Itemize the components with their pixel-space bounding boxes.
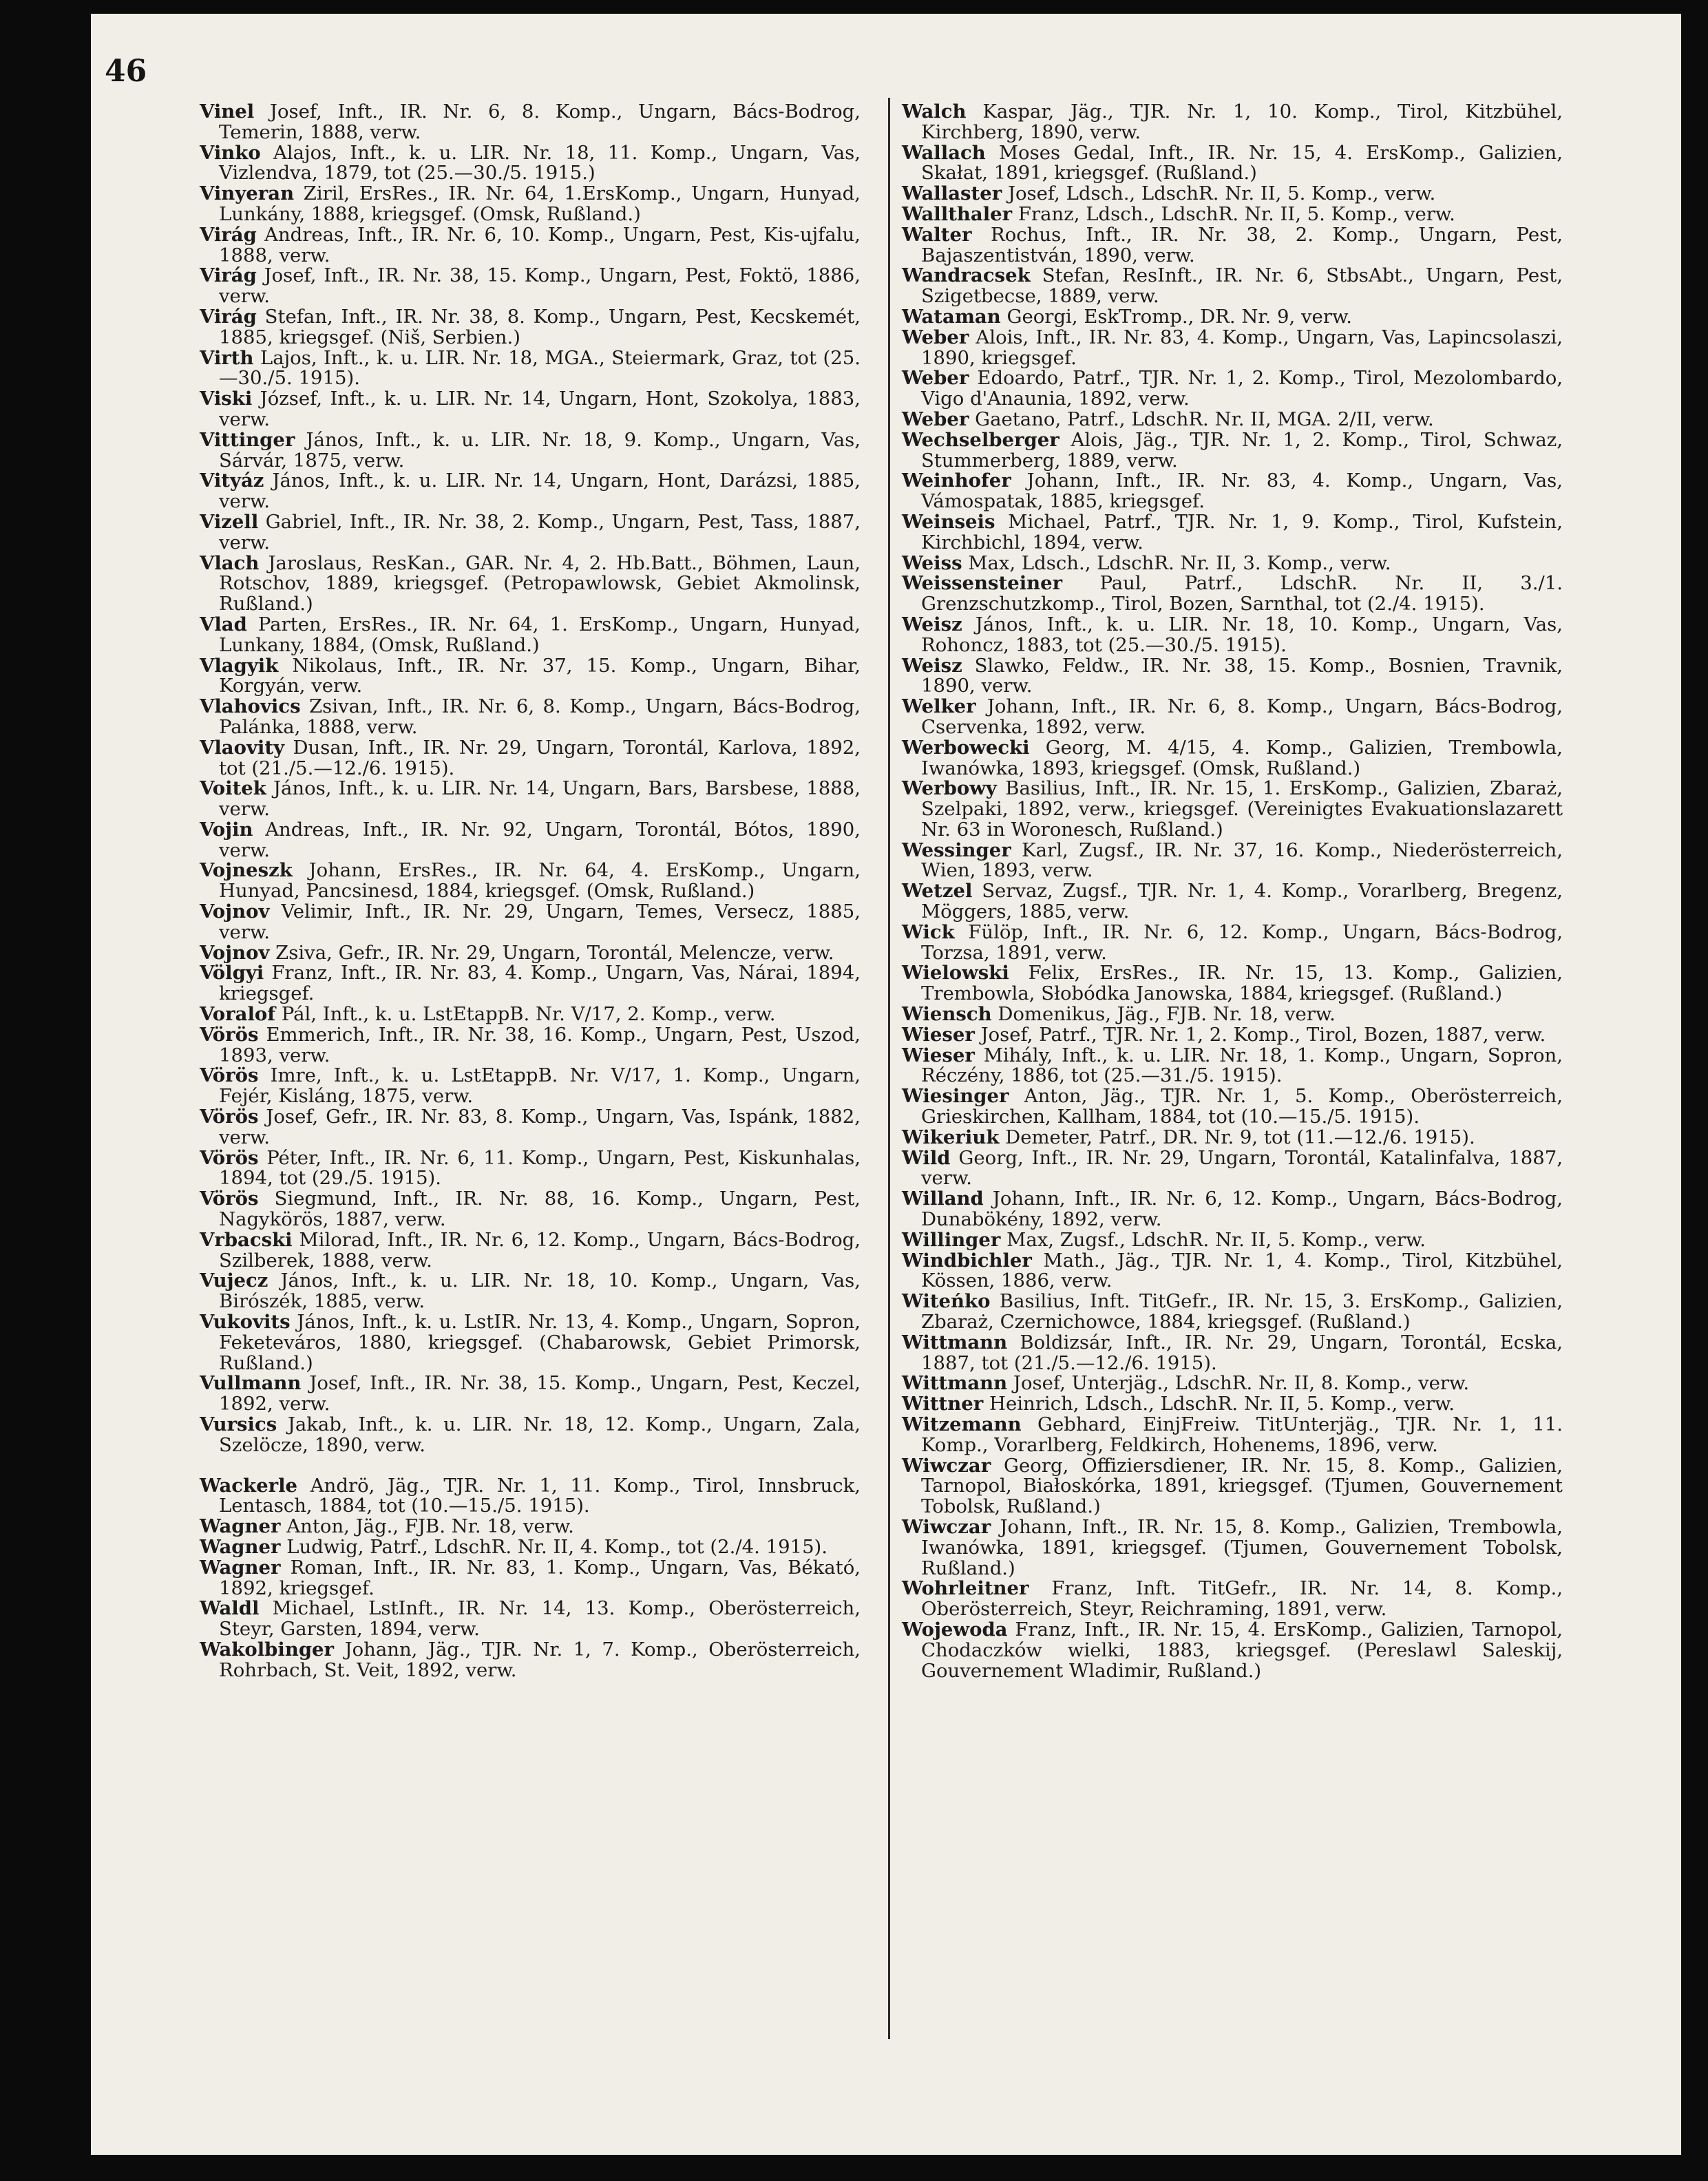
entry-details: Josef, Gefr., IR. Nr. 83, 8. Komp., Ungarn, Vas, Ispánk, 1882, verw. bbox=[219, 1106, 861, 1148]
entry-surname: Virág bbox=[200, 223, 257, 246]
register-entry bbox=[200, 307, 861, 348]
entry-surname: Vukovits bbox=[200, 1311, 291, 1334]
register-entry bbox=[200, 1230, 861, 1272]
entry-surname: Wagner bbox=[200, 1535, 281, 1558]
register-entry bbox=[902, 1025, 1563, 1046]
register-entry bbox=[902, 1333, 1563, 1374]
right-column bbox=[902, 102, 1563, 1681]
entry-surname: Wetzel bbox=[902, 880, 973, 903]
entry-surname: Weisz bbox=[902, 613, 962, 635]
register-entry bbox=[902, 920, 1563, 964]
entry-details: Ludwig, Patrf., LdschR. Nr. II, 4. Komp., tot (2./4. 1915). bbox=[286, 1535, 828, 1558]
entry-details: József, Inft., k. u. LIR. Nr. 14, Ungarn, Hont, Szokolya, 1883, verw. bbox=[219, 388, 861, 430]
entry-surname: Vörös bbox=[200, 1023, 259, 1046]
entry-details: Math., Jäg., TJR. Nr. 1, 4. Komp., Tirol, Kitzbühel, Kössen, 1886, verw. bbox=[921, 1249, 1563, 1292]
entry-surname: Voralof bbox=[200, 1003, 276, 1026]
register-entry bbox=[902, 1251, 1563, 1292]
register-entry bbox=[902, 1292, 1563, 1333]
entry-surname: Witzemann bbox=[902, 1413, 1022, 1435]
entry-details: Parten, ErsRes., IR. Nr. 64, 1. ErsKomp., Ungarn, Hunyad, Lunkany, 1884, (Omsk, Rußland.) bbox=[219, 613, 861, 656]
entry-surname: Weisz bbox=[902, 654, 962, 677]
entry-details: Domenikus, Jäg., FJB. Nr. 18, verw. bbox=[998, 1003, 1336, 1026]
register-entry bbox=[902, 881, 1563, 923]
column-divider bbox=[888, 98, 890, 2039]
register-entry bbox=[200, 430, 861, 472]
entry-surname: Vojin bbox=[200, 818, 253, 841]
entry-details: Georg, M. 4/15, 4. Komp., Galizien, Trembowla, Iwanówka, 1893, kriegsgef. (Omsk, Rußland.) bbox=[921, 736, 1563, 779]
entry-surname: Vörös bbox=[200, 1064, 259, 1087]
entry-details: János, Inft., k. u. LIR. Nr. 14, Ungarn, Hont, Darázsi, 1885, verw. bbox=[219, 470, 861, 513]
entry-details: Josef, Ldsch., LdschR. Nr. II, 5. Komp., verw. bbox=[1007, 182, 1436, 205]
entry-surname: Waldl bbox=[200, 1597, 260, 1620]
register-entry bbox=[200, 1189, 861, 1230]
register-entry bbox=[902, 143, 1563, 185]
entry-details: Josef, Patrf., TJR. Nr. 1, 2. Komp., Tirol, Bozen, 1887, verw. bbox=[980, 1023, 1546, 1046]
entry-surname: Wild bbox=[902, 1146, 951, 1169]
entry-surname: Walter bbox=[902, 223, 972, 246]
entry-surname: Vlagyik bbox=[200, 654, 279, 677]
entry-details: Alois, Jäg., TJR. Nr. 1, 2. Komp., Tirol, Schwaz, Stummerberg, 1889, verw. bbox=[921, 428, 1563, 472]
entry-details: Franz, Inft. TitGefr., IR. Nr. 14, 8. Komp., Oberösterreich, Steyr, Reichraming, 1891, verw. bbox=[921, 1577, 1563, 1621]
entry-surname: Willinger bbox=[902, 1228, 1001, 1251]
entry-surname: Vojnov bbox=[200, 941, 270, 964]
register-entry bbox=[200, 389, 861, 430]
entry-details: Georgi, EskTromp., DR. Nr. 9, verw. bbox=[1006, 305, 1352, 328]
entry-details: Josef, Inft., IR. Nr. 6, 8. Komp., Ungarn, Bács-Bodrog, Temerin, 1888, verw. bbox=[219, 101, 861, 143]
register-entry bbox=[902, 328, 1563, 369]
entry-surname: Wieser bbox=[902, 1023, 975, 1046]
register-entry bbox=[200, 1271, 861, 1312]
entry-surname: Wick bbox=[902, 920, 955, 943]
register-entry bbox=[200, 1558, 861, 1599]
entry-surname: Wiwczar bbox=[902, 1454, 991, 1477]
entry-details: Edoardo, Patrf., TJR. Nr. 1, 2. Komp., Tirol, Mezolombardo, Vigo d'Anaunia, 1892, verw. bbox=[921, 367, 1563, 410]
entry-surname: Wallthaler bbox=[902, 202, 1013, 225]
register-entry bbox=[200, 963, 861, 1004]
entry-surname: Witeńko bbox=[902, 1290, 991, 1313]
register-entry bbox=[200, 1312, 861, 1373]
register-entry bbox=[902, 1456, 1563, 1517]
entry-details: János, Inft., k. u. LIR. Nr. 18, 9. Komp., Ungarn, Vas, Sárvár, 1875, verw. bbox=[219, 428, 861, 472]
register-entry bbox=[902, 841, 1563, 882]
entry-details: Siegmund, Inft., IR. Nr. 88, 16. Komp., Ungarn, Pest, Nagykörös, 1887, verw. bbox=[219, 1188, 861, 1231]
register-entry bbox=[902, 1394, 1563, 1415]
entry-details: Johann, Inft., IR. Nr. 6, 12. Komp., Ungarn, Bács-Bodrog, Dunabökény, 1892, verw. bbox=[921, 1188, 1563, 1231]
entry-details: Paul, Patrf., LdschR. Nr. II, 3./1. Grenzschutzkomp., Tirol, Bozen, Sarnthal, tot (2./4. 1915). bbox=[921, 572, 1563, 615]
entry-surname: Wieser bbox=[902, 1044, 975, 1066]
entry-details: Basilius, Inft., IR. Nr. 15, 1. ErsKomp., Galizien, Zbaraż, Szelpaki, 1892, verw., kriegsgef. (Vereinigtes Evakuationslazarett Nr. 63 in Woronesch, Rußland.) bbox=[921, 777, 1563, 841]
register-entry bbox=[902, 368, 1563, 410]
register-entry bbox=[902, 1046, 1563, 1087]
entry-details: Michael, Patrf., TJR. Nr. 1, 9. Komp., Tirol, Kufstein, Kirchbichl, 1894, verw. bbox=[921, 510, 1563, 554]
entry-surname: Wessinger bbox=[902, 839, 1011, 861]
entry-details: Slawko, Feldw., IR. Nr. 38, 15. Komp., Bosnien, Travnik, 1890, verw. bbox=[921, 654, 1563, 697]
entry-details: Zsivan, Inft., IR. Nr. 6, 8. Komp., Ungarn, Bács-Bodrog, Palánka, 1888, verw. bbox=[219, 695, 861, 738]
entry-details: János, Inft., k. u. LstIR. Nr. 13, 4. Komp., Ungarn, Sopron, Feketeváros, 1880, kriegsgef. (Chabarowsk, Gebiet Primorsk, Rußland.) bbox=[219, 1311, 861, 1374]
register-entry bbox=[902, 963, 1563, 1004]
entry-details: Moses Gedal, Inft., IR. Nr. 15, 4. ErsKomp., Galizien, Skałat, 1891, kriegsgef. (Rußland.) bbox=[921, 141, 1563, 185]
register-entry bbox=[200, 615, 861, 656]
entry-details: Gebhard, EinjFreiw. TitUnterjäg., TJR. Nr. 1, 11. Komp., Vorarlberg, Feldkirch, Hohenems, 1896, verw. bbox=[921, 1413, 1563, 1456]
entry-details: Stefan, ResInft., IR. Nr. 6, StbsAbt., Ungarn, Pest, Szigetbecse, 1889, verw. bbox=[921, 264, 1563, 308]
entry-details: Gaetano, Patrf., LdschR. Nr. II, MGA. 2/II, verw. bbox=[975, 408, 1434, 430]
entry-surname: Welker bbox=[902, 695, 976, 718]
entry-details: János, Inft., k. u. LIR. Nr. 18, 10. Komp., Ungarn, Vas, Rohoncz, 1883, tot (25.—30./5. 1915). bbox=[921, 613, 1563, 656]
entry-details: Jaroslaus, ResKan., GAR. Nr. 4, 2. Hb.Batt., Böhmen, Laun, Rotschov, 1889, kriegsgef. (Petropawlowsk, Gebiet Akmolinsk, Rußland.) bbox=[219, 551, 861, 615]
page-number: 46 bbox=[105, 54, 147, 89]
entry-details: Georg, Offiziersdiener, IR. Nr. 15, 8. Komp., Galizien, Tarnopol, Białoskórka, 1891, kriegsgef. (Tjumen, Gouvernement Tobolsk, Rußland.) bbox=[921, 1454, 1563, 1518]
entry-details: Milorad, Inft., IR. Nr. 6, 12. Komp., Ungarn, Bács-Bodrog, Szilberek, 1888, verw. bbox=[219, 1228, 861, 1272]
register-entry bbox=[200, 1148, 861, 1190]
register-entry bbox=[200, 861, 861, 902]
register-entry bbox=[902, 1086, 1563, 1128]
entry-surname: Wackerle bbox=[200, 1474, 298, 1497]
entry-details: Franz, Inft., IR. Nr. 15, 4. ErsKomp., Galizien, Tarnopol, Chodaczków wielki, 1883, kriegsgef. (Pereslawl Saleskij, Gouvernement Wladimir, Rußland.) bbox=[921, 1618, 1563, 1682]
entry-details: Lajos, Inft., k. u. LIR. Nr. 18, MGA., Steiermark, Graz, tot (25.—30./5. 1915). bbox=[219, 346, 861, 390]
entry-surname: Wiwczar bbox=[902, 1515, 991, 1538]
entry-details: Michael, LstInft., IR. Nr. 14, 13. Komp., Oberösterreich, Steyr, Garsten, 1894, verw. bbox=[219, 1597, 861, 1641]
entry-details: János, Inft., k. u. LIR. Nr. 14, Ungarn, Bars, Barsbese, 1888, verw. bbox=[219, 777, 861, 821]
entry-details: Servaz, Zugsf., TJR. Nr. 1, 4. Komp., Vorarlberg, Bregenz, Möggers, 1885, verw. bbox=[921, 880, 1563, 923]
register-entry bbox=[200, 471, 861, 512]
register-entry bbox=[200, 551, 861, 615]
entry-surname: Weinseis bbox=[902, 510, 995, 533]
entry-details: Fülöp, Inft., IR. Nr. 6, 12. Komp., Ungarn, Bács-Bodrog, Torzsa, 1891, verw. bbox=[921, 920, 1563, 964]
entry-surname: Wakolbinger bbox=[200, 1638, 335, 1661]
register-entry bbox=[902, 615, 1563, 656]
entry-details: Josef, Unterjäg., LdschR. Nr. II, 8. Komp., verw. bbox=[1013, 1372, 1470, 1395]
entry-details: Roman, Inft., IR. Nr. 83, 1. Komp., Ungarn, Vas, Békató, 1892, kriegsgef. bbox=[219, 1556, 861, 1599]
entry-surname: Vinyeran bbox=[200, 182, 295, 205]
register-entry bbox=[902, 204, 1563, 225]
entry-surname: Wagner bbox=[200, 1556, 281, 1579]
entry-surname: Wagner bbox=[200, 1515, 281, 1538]
entry-details: Demeter, Patrf., DR. Nr. 9, tot (11.—12./6. 1915). bbox=[1005, 1126, 1475, 1148]
register-entry bbox=[200, 225, 861, 266]
entry-details: Max, Ldsch., LdschR. Nr. II, 3. Komp., verw. bbox=[968, 551, 1391, 574]
section-gap bbox=[200, 1456, 861, 1476]
entry-surname: Virth bbox=[200, 346, 254, 369]
entry-details: János, Inft., k. u. LIR. Nr. 18, 10. Komp., Ungarn, Vas, Birószék, 1885, verw. bbox=[219, 1269, 861, 1313]
register-entry bbox=[200, 1415, 861, 1456]
entry-surname: Vursics bbox=[200, 1413, 277, 1435]
register-entry bbox=[902, 471, 1563, 512]
left-column bbox=[200, 102, 861, 1681]
entry-surname: Werbowecki bbox=[902, 736, 1030, 759]
register-entry bbox=[902, 266, 1563, 307]
register-entry bbox=[902, 430, 1563, 472]
register-entry bbox=[200, 1004, 861, 1025]
register-entry bbox=[902, 307, 1563, 328]
entry-details: Johann, Inft., IR. Nr. 15, 8. Komp., Galizien, Trembowla, Iwanówka, 1891, kriegsgef. (Tjumen, Gouvernement Tobolsk, Rußland.) bbox=[921, 1515, 1563, 1579]
register-entry bbox=[200, 1640, 861, 1681]
register-entry bbox=[902, 102, 1563, 143]
entry-details: Josef, Inft., IR. Nr. 38, 15. Komp., Ungarn, Pest, Foktö, 1886, verw. bbox=[219, 264, 861, 308]
register-entry bbox=[902, 410, 1563, 430]
entry-details: Anton, Jäg., FJB. Nr. 18, verw. bbox=[286, 1515, 574, 1538]
entry-surname: Wojewoda bbox=[902, 1618, 1008, 1641]
register-entry bbox=[902, 1415, 1563, 1456]
entry-details: Boldizsár, Inft., IR. Nr. 29, Ungarn, Torontál, Ecska, 1887, tot (21./5.—12./6. 1915). bbox=[921, 1331, 1563, 1374]
entry-surname: Weissensteiner bbox=[902, 572, 1063, 595]
entry-surname: Weber bbox=[902, 367, 969, 390]
register-entry bbox=[902, 1517, 1563, 1579]
entry-surname: Vlaovity bbox=[200, 736, 285, 759]
register-entry bbox=[902, 512, 1563, 554]
entry-surname: Weber bbox=[902, 326, 969, 348]
register-entry bbox=[200, 738, 861, 779]
entry-details: Franz, Ldsch., LdschR. Nr. II, 5. Komp., verw. bbox=[1018, 202, 1455, 225]
register-entry bbox=[200, 1517, 861, 1537]
entry-surname: Wallach bbox=[902, 141, 986, 164]
register-entry bbox=[902, 1230, 1563, 1251]
register-entry bbox=[902, 1189, 1563, 1230]
entry-surname: Vullmann bbox=[200, 1372, 302, 1395]
entry-details: Johann, Inft., IR. Nr. 83, 4. Komp., Ungarn, Vas, Vámospatak, 1885, kriegsgef. bbox=[921, 470, 1563, 513]
register-entry bbox=[200, 1066, 861, 1107]
entry-surname: Wandracsek bbox=[902, 264, 1031, 287]
entry-surname: Wittmann bbox=[902, 1372, 1008, 1395]
entry-surname: Vlach bbox=[200, 551, 260, 574]
register-entry bbox=[200, 1373, 861, 1415]
entry-details: Johann, Jäg., TJR. Nr. 1, 7. Komp., Oberösterreich, Rohrbach, St. Veit, 1892, verw. bbox=[219, 1638, 861, 1681]
register-entry bbox=[200, 820, 861, 861]
entry-surname: Vinel bbox=[200, 101, 255, 123]
entry-surname: Wataman bbox=[902, 305, 1001, 328]
entry-details: Mihály, Inft., k. u. LIR. Nr. 18, 1. Komp., Ungarn, Sopron, Réczény, 1886, tot (25.—31./5. 1915). bbox=[921, 1044, 1563, 1087]
register-entry bbox=[200, 102, 861, 143]
entry-details: Stefan, Inft., IR. Nr. 38, 8. Komp., Ungarn, Pest, Kecskemét, 1885, kriegsgef. (Niš, Serbien.) bbox=[219, 305, 861, 348]
entry-details: Felix, ErsRes., IR. Nr. 15, 13. Komp., Galizien, Trembowla, Słobódka Janowska, 1884, kriegsgef. (Rußland.) bbox=[921, 962, 1563, 1005]
entry-details: Andrö, Jäg., TJR. Nr. 1, 11. Komp., Tirol, Innsbruck, Lentasch, 1884, tot (10.—15./5. 1915). bbox=[219, 1474, 861, 1517]
entry-surname: Vinko bbox=[200, 141, 261, 164]
entry-surname: Walch bbox=[902, 101, 967, 123]
entry-surname: Vörös bbox=[200, 1188, 259, 1210]
entry-surname: Weinhofer bbox=[902, 470, 1011, 492]
register-entry bbox=[902, 1148, 1563, 1190]
register-entry bbox=[200, 512, 861, 554]
register-entry bbox=[902, 738, 1563, 779]
entry-surname: Vrbacski bbox=[200, 1228, 293, 1251]
entry-details: Anton, Jäg., TJR. Nr. 1, 5. Komp., Oberösterreich, Grieskirchen, Kallham, 1884, tot (10.—15./5. 1915). bbox=[921, 1085, 1563, 1128]
register-entry bbox=[200, 779, 861, 820]
entry-surname: Vizell bbox=[200, 510, 259, 533]
entry-surname: Wittner bbox=[902, 1393, 984, 1415]
entry-surname: Vityáz bbox=[200, 470, 264, 492]
entry-details: Georg, Inft., IR. Nr. 29, Ungarn, Torontál, Katalinfalva, 1887, verw. bbox=[921, 1146, 1563, 1190]
entry-details: Nikolaus, Inft., IR. Nr. 37, 15. Komp., Ungarn, Bihar, Korgyán, verw. bbox=[219, 654, 861, 697]
entry-surname: Wittmann bbox=[902, 1331, 1008, 1353]
register-entry bbox=[200, 1599, 861, 1640]
register-entry bbox=[200, 1476, 861, 1517]
entry-details: Max, Zugsf., LdschR. Nr. II, 5. Komp., verw. bbox=[1006, 1228, 1426, 1251]
entry-surname: Wikeriuk bbox=[902, 1126, 1000, 1148]
entry-surname: Virág bbox=[200, 264, 257, 287]
register-entry bbox=[902, 697, 1563, 738]
entry-details: Karl, Zugsf., IR. Nr. 37, 16. Komp., Niederösterreich, Wien, 1893, verw. bbox=[921, 839, 1563, 882]
entry-details: Johann, Inft., IR. Nr. 6, 8. Komp., Ungarn, Bács-Bodrog, Cservenka, 1892, verw. bbox=[921, 695, 1563, 738]
entry-surname: Voitek bbox=[200, 777, 266, 800]
entry-details: Péter, Inft., IR. Nr. 6, 11. Komp., Ungarn, Pest, Kiskunhalas, 1894, tot (29./5. 1915). bbox=[219, 1146, 861, 1190]
entry-details: Ziril, ErsRes., IR. Nr. 64, 1.ErsKomp., Ungarn, Hunyad, Lunkány, 1888, kriegsgef. (Omsk, Rußland.) bbox=[219, 182, 861, 225]
entry-details: Josef, Inft., IR. Nr. 38, 15. Komp., Ungarn, Pest, Keczel, 1892, verw. bbox=[219, 1372, 861, 1415]
entry-details: Jakab, Inft., k. u. LIR. Nr. 18, 12. Komp., Ungarn, Zala, Szelöcze, 1890, verw. bbox=[219, 1413, 861, 1456]
register-entry bbox=[200, 1537, 861, 1558]
entry-surname: Vlad bbox=[200, 613, 247, 635]
register-entry bbox=[200, 143, 861, 185]
register-entry bbox=[200, 1025, 861, 1066]
entry-details: Emmerich, Inft., IR. Nr. 38, 16. Komp., Ungarn, Pest, Uszod, 1893, verw. bbox=[219, 1023, 861, 1066]
entry-details: Johann, ErsRes., IR. Nr. 64, 4. ErsKomp., Ungarn, Hunyad, Pancsinesd, 1884, kriegsgef. (Omsk, Rußland.) bbox=[219, 859, 861, 903]
entry-surname: Vörös bbox=[200, 1106, 259, 1128]
entry-details: Andreas, Inft., IR. Nr. 92, Ungarn, Torontál, Bótos, 1890, verw. bbox=[219, 818, 861, 861]
register-entry bbox=[200, 656, 861, 697]
register-entry bbox=[902, 656, 1563, 697]
entry-surname: Vlahovics bbox=[200, 695, 301, 718]
entry-surname: Vörös bbox=[200, 1146, 259, 1169]
entry-details: Heinrich, Ldsch., LdschR. Nr. II, 5. Komp., verw. bbox=[989, 1393, 1455, 1415]
entry-details: Andreas, Inft., IR. Nr. 6, 10. Komp., Ungarn, Pest, Kis-ujfalu, 1888, verw. bbox=[219, 223, 861, 266]
register-entry bbox=[200, 902, 861, 943]
entry-surname: Weiss bbox=[902, 551, 962, 574]
entry-details: Alajos, Inft., k. u. LIR. Nr. 18, 11. Komp., Ungarn, Vas, Vizlendva, 1879, tot (25.—30./5. 1915.) bbox=[219, 141, 861, 185]
entry-details: Rochus, Inft., IR. Nr. 38, 2. Komp., Ungarn, Pest, Bajaszentistván, 1890, verw. bbox=[921, 223, 1563, 266]
register-entry bbox=[200, 697, 861, 738]
entry-details: Velimir, Inft., IR. Nr. 29, Ungarn, Temes, Versecz, 1885, verw. bbox=[219, 900, 861, 943]
entry-surname: Vujecz bbox=[200, 1269, 268, 1292]
entry-details: Zsiva, Gefr., IR. Nr. 29, Ungarn, Torontál, Melencze, verw. bbox=[275, 941, 834, 964]
entry-surname: Windbichler bbox=[902, 1249, 1032, 1272]
entry-surname: Vojneszk bbox=[200, 859, 293, 882]
entry-surname: Werbowy bbox=[902, 777, 997, 800]
entry-surname: Wohrleitner bbox=[902, 1577, 1029, 1600]
register-entry bbox=[902, 1620, 1563, 1681]
entry-surname: Wiesinger bbox=[902, 1085, 1009, 1108]
entry-details: Alois, Inft., IR. Nr. 83, 4. Komp., Ungarn, Vas, Lapincsolaszi, 1890, kriegsgef. bbox=[921, 326, 1563, 369]
entry-surname: Vojnov bbox=[200, 900, 270, 923]
register-entry bbox=[902, 1579, 1563, 1620]
register-entry bbox=[200, 943, 861, 964]
entry-surname: Vittinger bbox=[200, 428, 295, 451]
register-entry bbox=[200, 348, 861, 390]
register-entry bbox=[200, 184, 861, 225]
register-entry bbox=[902, 225, 1563, 266]
entry-details: Basilius, Inft. TitGefr., IR. Nr. 15, 3. ErsKomp., Galizien, Zbaraż, Czernichowce, 1884, kriegsgef. (Rußland.) bbox=[921, 1290, 1563, 1334]
entry-surname: Wallaster bbox=[902, 182, 1002, 205]
entry-details: Franz, Inft., IR. Nr. 83, 4. Komp., Ungarn, Vas, Nárai, 1894, kriegsgef. bbox=[219, 962, 861, 1005]
entry-details: Pál, Inft., k. u. LstEtappB. Nr. V/17, 2. Komp., verw. bbox=[281, 1003, 776, 1026]
entry-surname: Wechselberger bbox=[902, 428, 1059, 451]
register-entry bbox=[200, 266, 861, 307]
register-entry bbox=[902, 573, 1563, 615]
entry-surname: Virág bbox=[200, 305, 257, 328]
register-entry bbox=[902, 779, 1563, 840]
entry-details: Kaspar, Jäg., TJR. Nr. 1, 10. Komp., Tirol, Kitzbühel, Kirchberg, 1890, verw. bbox=[921, 101, 1563, 143]
entry-surname: Wielowski bbox=[902, 962, 1009, 984]
entry-details: Gabriel, Inft., IR. Nr. 38, 2. Komp., Ungarn, Pest, Tass, 1887, verw. bbox=[219, 510, 861, 554]
register-entry bbox=[902, 1128, 1563, 1148]
entry-surname: Weber bbox=[902, 408, 969, 430]
entry-surname: Willand bbox=[902, 1188, 984, 1210]
entry-surname: Völgyi bbox=[200, 962, 264, 984]
register-entry bbox=[200, 1107, 861, 1148]
entry-surname: Viski bbox=[200, 388, 253, 410]
entry-surname: Wiensch bbox=[902, 1003, 992, 1026]
register-entry bbox=[902, 1004, 1563, 1025]
register-entry bbox=[902, 1373, 1563, 1394]
register-entry bbox=[902, 184, 1563, 204]
entry-details: Imre, Inft., k. u. LstEtappB. Nr. V/17, 1. Komp., Ungarn, Fejér, Kisláng, 1875, verw. bbox=[219, 1064, 861, 1108]
register-entry bbox=[902, 551, 1563, 574]
entry-details: Dusan, Inft., IR. Nr. 29, Ungarn, Torontál, Karlova, 1892, tot (21./5.—12./6. 1915). bbox=[219, 736, 861, 779]
